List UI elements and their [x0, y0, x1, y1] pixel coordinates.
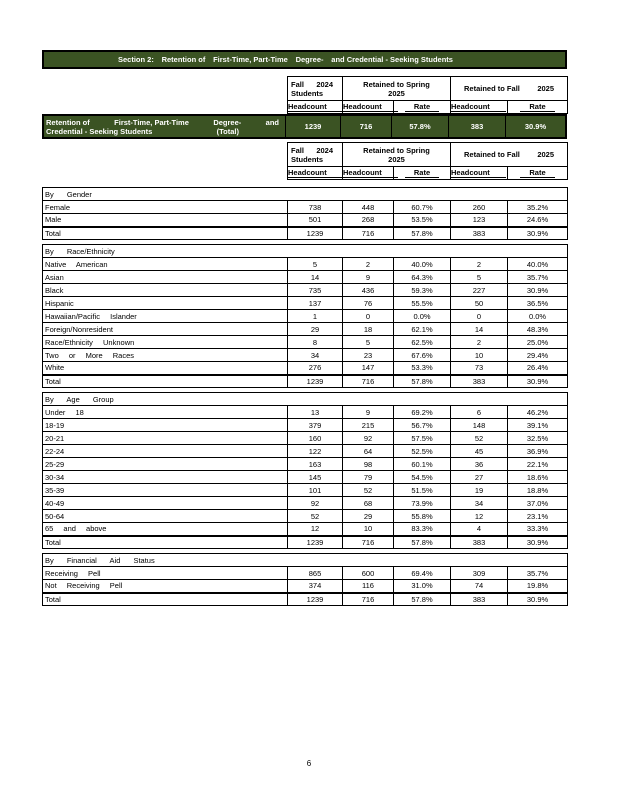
header-text: Retained to Fall — [464, 84, 520, 93]
spring-headcount-cell: 600 — [343, 567, 394, 580]
spring-rate-cell: 57.5% — [394, 432, 451, 445]
fall-retained-headcount-cell: 148 — [451, 419, 508, 432]
fall-headcount-cell: 13 — [288, 406, 343, 419]
fall-retained-headcount-cell: 383 — [451, 593, 508, 606]
spring-headcount-cell: 716 — [343, 227, 394, 240]
fall-headcount-cell: 735 — [288, 284, 343, 297]
fall-headcount-cell: 1239 — [288, 536, 343, 549]
fall-retained-headcount-cell: 5 — [451, 271, 508, 284]
retained-fall-header — [451, 143, 568, 167]
row-label: Receiving Pell — [43, 567, 288, 580]
section-title-band — [42, 50, 567, 69]
spring-rate-cell: 73.9% — [394, 497, 451, 510]
total-value: 1239 — [285, 116, 340, 137]
header-text: 2024 — [316, 79, 333, 89]
spring-headcount-cell: 716 — [343, 375, 394, 388]
fall-rate-cell: 29.4% — [508, 349, 568, 362]
spring-rate-cell: 56.7% — [394, 419, 451, 432]
spring-rate-cell: 60.7% — [394, 201, 451, 214]
retention-total-row — [42, 114, 567, 139]
row-label: Hispanic — [43, 297, 288, 310]
headcount-subheader: Headcount — [288, 101, 343, 114]
fall-rate-cell: 46.2% — [508, 406, 568, 419]
header-text: 2025 — [388, 154, 405, 164]
header-text: Retained to Fall — [464, 150, 520, 159]
table-row — [43, 523, 568, 536]
fall-retained-headcount-cell: 14 — [451, 323, 508, 336]
spring-headcount-cell: 23 — [343, 349, 394, 362]
row-label: 20-21 — [43, 432, 288, 445]
rate-subheader: Rate — [394, 101, 451, 114]
fall-headcount-cell: 101 — [288, 484, 343, 497]
rate-subheader: Rate — [394, 167, 451, 180]
spring-headcount-cell: 5 — [343, 336, 394, 349]
fall-rate-cell: 24.6% — [508, 214, 568, 227]
fall-headcount-cell: 738 — [288, 201, 343, 214]
header-text: Fall — [291, 145, 304, 155]
table-row — [43, 458, 568, 471]
fall-rate-cell: 37.0% — [508, 497, 568, 510]
fall-retained-headcount-cell: 4 — [451, 523, 508, 536]
section-total-row — [43, 227, 568, 240]
header-text: Students — [291, 88, 324, 98]
row-label: White — [43, 362, 288, 375]
fall-rate-cell: 30.9% — [508, 284, 568, 297]
spring-headcount-cell: 215 — [343, 419, 394, 432]
spring-rate-cell: 57.8% — [394, 536, 451, 549]
total-value: 383 — [448, 116, 505, 137]
fall-retained-headcount-cell: 36 — [451, 458, 508, 471]
row-label: 65 and above — [43, 523, 288, 536]
fall-rate-cell: 26.4% — [508, 362, 568, 375]
fall-retained-headcount-cell: 34 — [451, 497, 508, 510]
fall-headcount-cell: 145 — [288, 471, 343, 484]
row-label: 25-29 — [43, 458, 288, 471]
spring-rate-cell: 62.1% — [394, 323, 451, 336]
spring-headcount-cell: 68 — [343, 497, 394, 510]
fall-retained-headcount-cell: 12 — [451, 510, 508, 523]
report-page — [42, 50, 567, 606]
fall-rate-cell: 40.0% — [508, 258, 568, 271]
spring-rate-cell: 0.0% — [394, 310, 451, 323]
fall-retained-headcount-cell: 309 — [451, 567, 508, 580]
row-label: Two or More Races — [43, 349, 288, 362]
fall-headcount-cell: 276 — [288, 362, 343, 375]
label-text: Credential - Seeking Students — [46, 126, 153, 136]
row-label: 35-39 — [43, 484, 288, 497]
page-number: 6 — [306, 759, 312, 768]
fall-headcount-cell: 5 — [288, 258, 343, 271]
row-label: 18-19 — [43, 419, 288, 432]
spring-headcount-cell: 147 — [343, 362, 394, 375]
fall-rate-cell: 0.0% — [508, 310, 568, 323]
fall-headcount-cell: 8 — [288, 336, 343, 349]
table-row — [43, 310, 568, 323]
spring-headcount-cell: 268 — [343, 214, 394, 227]
fall-rate-cell: 30.9% — [508, 536, 568, 549]
spring-headcount-cell: 448 — [343, 201, 394, 214]
section-total-row — [43, 375, 568, 388]
table-row — [43, 419, 568, 432]
table-row — [43, 471, 568, 484]
fall-headcount-cell: 92 — [288, 497, 343, 510]
spring-rate-cell: 53.5% — [394, 214, 451, 227]
fall-retained-headcount-cell: 2 — [451, 336, 508, 349]
table-row — [43, 336, 568, 349]
label-text: Retention of — [46, 117, 90, 127]
rate-subheader: Rate — [508, 101, 568, 114]
spring-headcount-cell: 79 — [343, 471, 394, 484]
headcount-subheader: Headcount — [288, 167, 343, 180]
section-table-race-ethnicity — [42, 244, 568, 388]
fall-retained-headcount-cell: 27 — [451, 471, 508, 484]
spring-rate-cell: 57.8% — [394, 593, 451, 606]
retained-spring-header — [343, 77, 451, 101]
spring-headcount-cell: 92 — [343, 432, 394, 445]
spring-headcount-cell: 9 — [343, 271, 394, 284]
fall-retained-headcount-cell: 383 — [451, 375, 508, 388]
row-label: Native American — [43, 258, 288, 271]
fall-headcount-cell: 865 — [288, 567, 343, 580]
row-label: Total — [43, 593, 288, 606]
spring-rate-cell: 64.3% — [394, 271, 451, 284]
section-table-age-group — [42, 392, 568, 549]
fall-headcount-cell: 122 — [288, 445, 343, 458]
spring-headcount-cell: 9 — [343, 406, 394, 419]
section-total-row — [43, 536, 568, 549]
spring-headcount-cell: 98 — [343, 458, 394, 471]
fall-rate-cell: 25.0% — [508, 336, 568, 349]
table-row — [43, 297, 568, 310]
fall-rate-cell: 36.9% — [508, 445, 568, 458]
fall-retained-headcount-cell: 123 — [451, 214, 508, 227]
fall-rate-cell: 32.5% — [508, 432, 568, 445]
fall-headcount-cell: 501 — [288, 214, 343, 227]
headcount-subheader: Headcount — [451, 167, 508, 180]
row-label: 50-64 — [43, 510, 288, 523]
spring-headcount-cell: 716 — [343, 536, 394, 549]
spring-rate-cell: 59.3% — [394, 284, 451, 297]
spring-headcount-cell: 18 — [343, 323, 394, 336]
spring-rate-cell: 62.5% — [394, 336, 451, 349]
fall-headcount-cell: 14 — [288, 271, 343, 284]
table-row — [43, 484, 568, 497]
spring-rate-cell: 40.0% — [394, 258, 451, 271]
header-text: 2025 — [537, 150, 555, 159]
fall-headcount-cell: 29 — [288, 323, 343, 336]
fall-retained-headcount-cell: 260 — [451, 201, 508, 214]
spring-headcount-cell: 76 — [343, 297, 394, 310]
section-total-row — [43, 593, 568, 606]
row-label: Black — [43, 284, 288, 297]
fall-rate-cell: 30.9% — [508, 375, 568, 388]
table-row — [43, 284, 568, 297]
fall-retained-headcount-cell: 19 — [451, 484, 508, 497]
spring-rate-cell: 83.3% — [394, 523, 451, 536]
fall-headcount-cell: 1 — [288, 310, 343, 323]
spring-rate-cell: 67.6% — [394, 349, 451, 362]
row-label: 40-49 — [43, 497, 288, 510]
row-label: 22-24 — [43, 445, 288, 458]
label-text: (Total) — [216, 126, 239, 136]
spring-rate-cell: 55.8% — [394, 510, 451, 523]
fall-rate-cell: 30.9% — [508, 227, 568, 240]
header-text: 2025 — [388, 88, 405, 98]
spring-rate-cell: 69.2% — [394, 406, 451, 419]
header-text: Retained to Spring — [363, 79, 430, 89]
retained-fall-header — [451, 77, 568, 101]
fall-retained-headcount-cell: 383 — [451, 536, 508, 549]
spring-rate-cell: 53.3% — [394, 362, 451, 375]
fall-rate-cell: 23.1% — [508, 510, 568, 523]
header-text: 2024 — [316, 145, 333, 155]
table-row — [43, 445, 568, 458]
spring-headcount-cell: 0 — [343, 310, 394, 323]
rate-subheader: Rate — [508, 167, 568, 180]
fall-headcount-cell: 34 — [288, 349, 343, 362]
table-row — [43, 567, 568, 580]
header-text: Students — [291, 154, 324, 164]
spring-rate-cell: 57.8% — [394, 375, 451, 388]
fall-headcount-cell: 160 — [288, 432, 343, 445]
section-title: By Financial Aid Status — [43, 554, 568, 567]
spring-rate-cell: 57.8% — [394, 227, 451, 240]
fall-retained-headcount-cell: 6 — [451, 406, 508, 419]
row-label: Male — [43, 214, 288, 227]
headcount-subheader: Headcount — [451, 101, 508, 114]
fall-retained-headcount-cell: 50 — [451, 297, 508, 310]
table-row — [43, 349, 568, 362]
fall-headcount-cell: 374 — [288, 580, 343, 593]
spring-headcount-cell: 2 — [343, 258, 394, 271]
table-row — [43, 201, 568, 214]
band-segment: Section 2: — [118, 55, 154, 64]
fall-headcount-cell: 137 — [288, 297, 343, 310]
column-header-table-1 — [287, 76, 568, 114]
label-text: and — [265, 117, 279, 127]
band-segment: First-Time, Part-Time — [213, 55, 288, 64]
fall-retained-headcount-cell: 10 — [451, 349, 508, 362]
fall-headcount-cell: 52 — [288, 510, 343, 523]
table-row — [43, 580, 568, 593]
header-text: Fall — [291, 79, 304, 89]
section-title: By Race/Ethnicity — [43, 245, 568, 258]
section-table-financial-aid — [42, 553, 568, 606]
label-text: First-Time, Part-Time — [114, 117, 189, 127]
fall-rate-cell: 36.5% — [508, 297, 568, 310]
row-label: Not Receiving Pell — [43, 580, 288, 593]
fall-rate-cell: 22.1% — [508, 458, 568, 471]
fall-retained-headcount-cell: 0 — [451, 310, 508, 323]
row-label: Female — [43, 201, 288, 214]
fall-rate-cell: 18.6% — [508, 471, 568, 484]
band-segment: Retention of — [161, 55, 206, 64]
row-label: 30-34 — [43, 471, 288, 484]
row-label: Race/Ethnicity Unknown — [43, 336, 288, 349]
fall-headcount-cell: 1239 — [288, 593, 343, 606]
row-label: Total — [43, 375, 288, 388]
spring-headcount-cell: 10 — [343, 523, 394, 536]
fall-rate-cell: 35.7% — [508, 271, 568, 284]
fall-retained-headcount-cell: 45 — [451, 445, 508, 458]
spring-headcount-cell: 716 — [343, 593, 394, 606]
row-label: Total — [43, 227, 288, 240]
total-value: 30.9% — [505, 116, 565, 137]
band-segment: and Credential - Seeking Students — [331, 55, 453, 64]
table-row — [43, 271, 568, 284]
table-row — [43, 432, 568, 445]
label-text: Degree- — [213, 117, 242, 127]
spring-rate-cell: 69.4% — [394, 567, 451, 580]
section-table-gender — [42, 187, 568, 240]
table-row — [43, 214, 568, 227]
row-label: Under 18 — [43, 406, 288, 419]
retention-total-label — [44, 116, 285, 137]
total-value: 716 — [340, 116, 391, 137]
fall-rate-cell: 39.1% — [508, 419, 568, 432]
spring-rate-cell: 60.1% — [394, 458, 451, 471]
table-row — [43, 362, 568, 375]
header-text: Retained to Spring — [363, 145, 430, 155]
fall-retained-headcount-cell: 2 — [451, 258, 508, 271]
band-segment: Degree- — [295, 55, 324, 64]
fall-headcount-cell: 1239 — [288, 375, 343, 388]
fall-rate-cell: 33.3% — [508, 523, 568, 536]
table-row — [43, 497, 568, 510]
spring-headcount-cell: 436 — [343, 284, 394, 297]
fall-rate-cell: 35.2% — [508, 201, 568, 214]
fall-retained-headcount-cell: 227 — [451, 284, 508, 297]
section-title: By Gender — [43, 188, 568, 201]
fall-rate-cell: 19.8% — [508, 580, 568, 593]
spring-headcount-cell: 29 — [343, 510, 394, 523]
fall-rate-cell: 18.8% — [508, 484, 568, 497]
spring-headcount-cell: 116 — [343, 580, 394, 593]
section-title: By Age Group — [43, 393, 568, 406]
fall-retained-headcount-cell: 73 — [451, 362, 508, 375]
spring-headcount-cell: 64 — [343, 445, 394, 458]
fall-retained-headcount-cell: 383 — [451, 227, 508, 240]
spring-rate-cell: 55.5% — [394, 297, 451, 310]
row-label: Asian — [43, 271, 288, 284]
fall-2024-students-header — [288, 77, 343, 101]
headcount-subheader: Headcount — [343, 101, 394, 114]
total-value: 57.8% — [391, 116, 448, 137]
fall-2024-students-header — [288, 143, 343, 167]
row-label: Total — [43, 536, 288, 549]
column-header-table-2 — [287, 142, 568, 180]
header-text: 2025 — [537, 84, 555, 93]
fall-headcount-cell: 1239 — [288, 227, 343, 240]
spring-rate-cell: 52.5% — [394, 445, 451, 458]
table-row — [43, 510, 568, 523]
fall-headcount-cell: 163 — [288, 458, 343, 471]
spring-rate-cell: 54.5% — [394, 471, 451, 484]
fall-headcount-cell: 12 — [288, 523, 343, 536]
table-row — [43, 323, 568, 336]
table-row — [43, 406, 568, 419]
table-row — [43, 258, 568, 271]
retained-spring-header — [343, 143, 451, 167]
fall-retained-headcount-cell: 74 — [451, 580, 508, 593]
row-label: Hawaiian/Pacific Islander — [43, 310, 288, 323]
fall-rate-cell: 35.7% — [508, 567, 568, 580]
spring-rate-cell: 51.5% — [394, 484, 451, 497]
spring-rate-cell: 31.0% — [394, 580, 451, 593]
fall-rate-cell: 30.9% — [508, 593, 568, 606]
row-label: Foreign/Nonresident — [43, 323, 288, 336]
fall-rate-cell: 48.3% — [508, 323, 568, 336]
fall-headcount-cell: 379 — [288, 419, 343, 432]
spring-headcount-cell: 52 — [343, 484, 394, 497]
fall-retained-headcount-cell: 52 — [451, 432, 508, 445]
headcount-subheader: Headcount — [343, 167, 394, 180]
